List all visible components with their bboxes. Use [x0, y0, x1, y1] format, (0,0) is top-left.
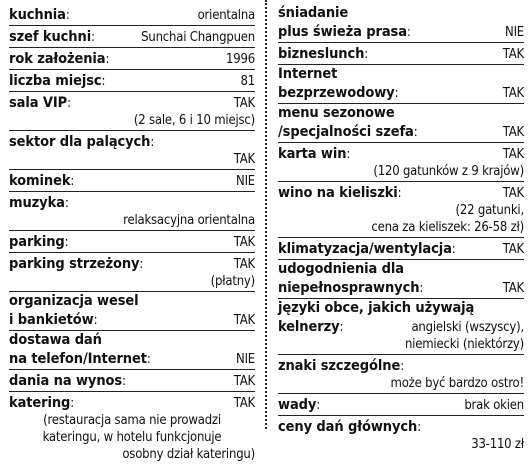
colon: : — [339, 320, 344, 335]
label-dostawa-line1: dostawa dań — [9, 332, 102, 348]
entry-sektor-palacy — [9, 131, 255, 170]
value-kuchnia: orientalna — [197, 8, 255, 23]
entry-ceny-dan — [278, 416, 524, 454]
label-znaki-szczegolne: znaki szczególne — [278, 358, 401, 374]
entry-sniadanie — [278, 4, 524, 43]
value-katering: TAK — [233, 396, 255, 411]
colon: : — [64, 196, 69, 211]
entry-parking-strzezony — [9, 253, 255, 292]
entry-dania-na-wynos — [9, 370, 255, 392]
value-rok-zalozenia: 1996 — [226, 52, 255, 67]
note-karta-win: (120 gatunków z 9 krajów) — [373, 164, 524, 179]
value-udogodnienia: TAK — [502, 281, 524, 296]
colon: : — [346, 147, 351, 162]
colon: : — [419, 281, 424, 296]
label-kominek: kominek — [9, 173, 71, 189]
right-column — [278, 4, 524, 454]
colon: : — [139, 257, 144, 272]
label-kuchnia: kuchnia — [9, 7, 66, 23]
label-wino-na-kieliszki: wino na kieliszki — [278, 185, 398, 201]
entry-internet — [278, 65, 524, 104]
entry-klimatyzacja — [278, 238, 524, 260]
value-organizacja-wesel: TAK — [233, 313, 255, 328]
label-dostawa-line2: na telefon/Internet — [9, 351, 147, 367]
label-sala-vip: sala VIP — [9, 95, 68, 111]
label-menu-sezonowe-line2: /specjalności szefa — [278, 124, 414, 140]
value-parking: TAK — [233, 235, 255, 250]
label-muzyka: muzyka — [9, 195, 65, 211]
label-ceny-dan: ceny dań głównych — [278, 419, 418, 435]
entry-liczba-miejsc — [9, 70, 255, 92]
colon: : — [451, 242, 456, 257]
colon: : — [65, 8, 70, 23]
entry-szef-kuchni — [9, 26, 255, 48]
entry-wino-na-kieliszki — [278, 182, 524, 238]
entry-znaki-szczegolne — [278, 355, 524, 394]
value-ceny-dan: 33-110 zł — [471, 437, 524, 452]
value-dostawa: NIE — [236, 352, 255, 367]
value-dania-na-wynos: TAK — [233, 374, 255, 389]
label-katering: katering — [9, 395, 71, 411]
entry-jezyki-obce — [278, 299, 524, 355]
note-katering-line2: kateringu, w hotelu funkcjonuje — [42, 430, 222, 445]
label-udogodnienia-line2: niepełnosprawnych — [278, 280, 420, 296]
label-internet-line1: Internet — [278, 66, 338, 82]
value-sektor-palacy: TAK — [233, 152, 255, 167]
colon: : — [394, 86, 399, 101]
value-jezyki-line1: angielski (wszyscy), — [411, 320, 524, 335]
colon: : — [406, 25, 411, 40]
colon: : — [91, 30, 95, 45]
colon: : — [101, 74, 106, 89]
entry-katering — [9, 392, 255, 464]
colon: : — [400, 359, 404, 374]
note-katering-line3: osobny dział kateringu) — [122, 447, 255, 462]
colon: : — [93, 313, 98, 328]
note-sala-vip: (2 sale, 6 i 10 miejsc) — [133, 113, 255, 128]
label-parking-strzezony: parking strzeżony — [9, 256, 140, 272]
value-znaki-szczegolne: może być bardzo ostro! — [390, 376, 524, 391]
label-udogodnienia-line1: udogodnienia dla — [278, 261, 404, 277]
entry-udogodnienia — [278, 260, 524, 299]
label-szef-kuchni: szef kuchni — [9, 29, 92, 45]
note-wino-line2: cena za kieliszek: 26-58 zł) — [371, 220, 524, 235]
label-menu-sezonowe-line1: menu sezonowe — [278, 105, 395, 121]
entry-karta-win — [278, 143, 524, 182]
colon: : — [70, 396, 75, 411]
entry-dostawa — [9, 331, 255, 370]
value-muzyka: relaksacyjna orientalna — [123, 213, 255, 228]
value-klimatyzacja: TAK — [502, 242, 524, 257]
label-parking: parking — [9, 234, 65, 250]
colon: : — [105, 52, 110, 67]
colon: : — [64, 235, 69, 250]
colon: : — [364, 47, 369, 62]
value-karta-win: TAK — [502, 147, 524, 162]
note-wino-line1: (22 gatunki, — [455, 203, 524, 218]
colon: : — [146, 352, 151, 367]
label-dania-na-wynos: dania na wynos — [9, 373, 123, 389]
entry-kominek — [9, 170, 255, 192]
label-karta-win: karta win — [278, 146, 347, 162]
value-internet: TAK — [502, 86, 524, 101]
column-divider — [265, 0, 267, 429]
entry-rok-zalozenia — [9, 48, 255, 70]
note-katering-line1: (restauracja sama nie prowadzi — [43, 413, 221, 428]
value-wino-na-kieliszki: TAK — [502, 186, 524, 201]
label-bizneslunch: bizneslunch — [278, 46, 365, 62]
value-sala-vip: TAK — [233, 96, 255, 111]
entry-wady — [278, 394, 524, 416]
value-wady: brak okien — [464, 398, 524, 413]
value-menu-sezonowe: TAK — [502, 125, 524, 140]
entry-sala-vip — [9, 92, 255, 131]
label-rok-zalozenia: rok założenia — [9, 51, 106, 67]
label-organizacja-wesel-line2: i bankietów — [9, 312, 94, 328]
label-liczba-miejsc: liczba miejsc — [9, 73, 102, 89]
label-organizacja-wesel-line1: organizacja wesel — [9, 293, 139, 309]
entry-bizneslunch — [278, 43, 524, 65]
value-jezyki-line2: niemiecki (niektórzy) — [404, 337, 524, 352]
entry-kuchnia — [9, 4, 255, 26]
value-bizneslunch: TAK — [502, 47, 524, 62]
value-parking-strzezony: TAK — [233, 257, 255, 272]
colon: : — [67, 96, 71, 111]
colon: : — [150, 135, 155, 150]
colon: : — [70, 174, 75, 189]
label-internet-line2: bezprzewodowy — [278, 85, 395, 101]
value-szef-kuchni: Sunchai Changpuen — [141, 30, 255, 45]
label-jezyki-line2: kelnerzy — [278, 319, 340, 335]
label-sniadanie-line1: śniadanie — [278, 5, 349, 21]
label-wady: wady — [278, 397, 317, 413]
entry-organizacja-wesel — [9, 292, 255, 331]
colon: : — [413, 125, 418, 140]
colon: : — [316, 398, 321, 413]
colon: : — [122, 374, 126, 389]
entry-menu-sezonowe — [278, 104, 524, 143]
colon: : — [417, 420, 421, 435]
entry-parking — [9, 231, 255, 253]
label-sniadanie-line2: plus świeża prasa — [278, 24, 407, 40]
value-kominek: NIE — [236, 174, 255, 189]
note-parking-strzezony: (płatny) — [210, 274, 255, 289]
entry-muzyka — [9, 192, 255, 231]
colon: : — [397, 186, 402, 201]
value-sniadanie: NIE — [505, 25, 524, 40]
left-column — [9, 4, 255, 464]
label-jezyki-line1: języki obce, jakich używają — [278, 300, 475, 316]
label-klimatyzacja: klimatyzacja/wentylacja — [278, 241, 452, 257]
label-sektor-palacy: sektor dla palących — [9, 134, 151, 150]
value-liczba-miejsc: 81 — [240, 74, 255, 89]
